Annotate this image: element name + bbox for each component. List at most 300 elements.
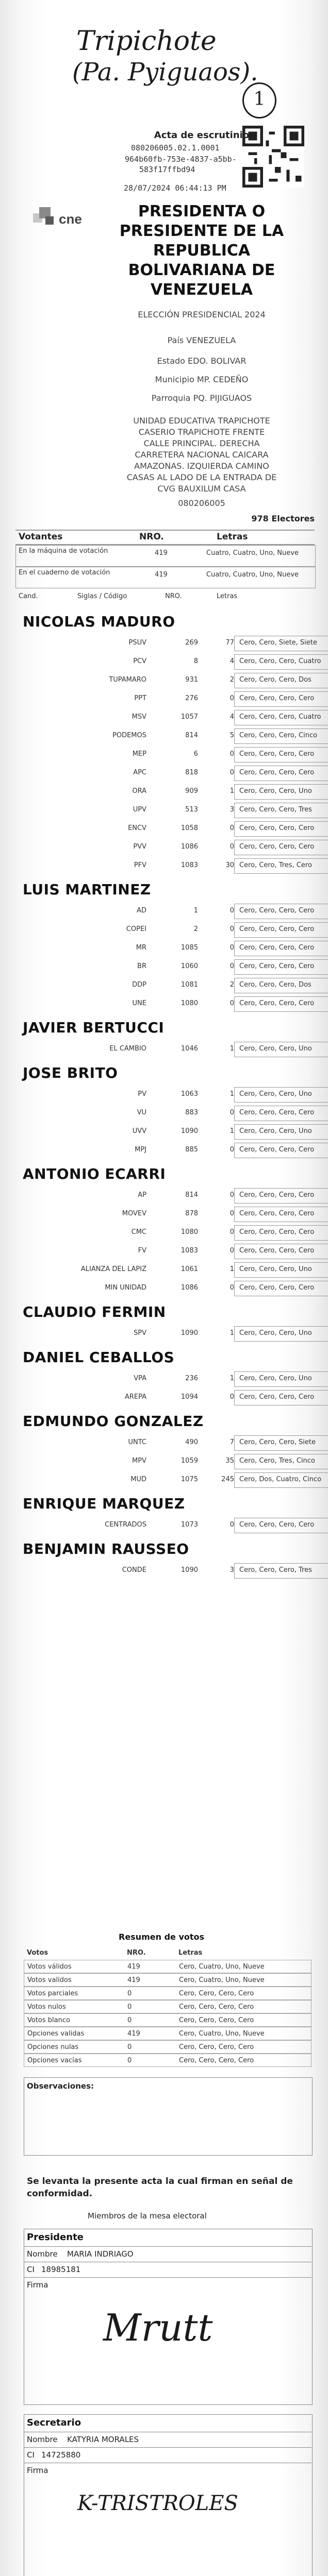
- summary-number: 419: [127, 1963, 140, 1971]
- party-code: 276: [185, 694, 198, 702]
- words-cell: [234, 1281, 328, 1296]
- words-cell: [234, 654, 328, 670]
- words-cell: [234, 1042, 328, 1057]
- party-acronym: DDP: [132, 981, 146, 989]
- words-cell: [234, 784, 328, 800]
- member-role: Secretario: [27, 2417, 81, 2428]
- party-code: 1063: [181, 1090, 198, 1098]
- party-votes-words: Cero, Cero, Cero, Uno: [239, 1375, 312, 1382]
- words-cell: [234, 1188, 328, 1204]
- member-name-label: Nombre: [27, 2249, 58, 2259]
- words-cell: [234, 636, 328, 651]
- party-code: 883: [185, 1109, 198, 1116]
- party-acronym: PCV: [133, 657, 146, 665]
- party-acronym: ALIANZA DEL LAPIZ: [80, 1265, 146, 1273]
- candidate-party-row: [23, 902, 315, 920]
- summary-row: [24, 2000, 311, 2013]
- member-rule: [24, 2277, 311, 2278]
- words-cell: [234, 1207, 328, 1222]
- votantes-header: Votantes: [19, 532, 63, 542]
- summary-row: [24, 1973, 311, 1987]
- party-votes-words: Cero, Cero, Cero, Tres: [239, 806, 312, 814]
- party-acronym: AP: [138, 1191, 146, 1199]
- party-code: 1073: [181, 1521, 198, 1529]
- words-cell: [234, 766, 328, 781]
- party-votes-words: Cero, Cero, Cero, Cero: [239, 694, 315, 702]
- party-votes-words: Cero, Cero, Cero, Uno: [239, 787, 312, 795]
- summary-header: [24, 1946, 311, 1960]
- summary-row: [24, 2013, 311, 2027]
- words-cell: [234, 728, 328, 744]
- party-votes: 0: [229, 1284, 234, 1292]
- party-code: 1080: [181, 1228, 198, 1236]
- candidate-name: JAVIER BERTUCCI: [23, 1019, 165, 1036]
- party-code: 931: [185, 676, 198, 684]
- election-title-3: REPUBLICA: [153, 242, 251, 260]
- party-votes: 0: [229, 1521, 234, 1529]
- party-acronym: PODEMOS: [112, 732, 146, 739]
- candidate-party-row: [23, 1369, 311, 1388]
- party-acronym: SPV: [134, 1329, 146, 1337]
- words-cell: [234, 858, 328, 874]
- closing-statement: Se levanta la presente acta la cual firman en señal de conformidad.: [27, 2176, 293, 2199]
- summary-number: 0: [127, 2057, 132, 2064]
- candidate-party-row: [23, 1242, 315, 1260]
- party-acronym: ORA: [132, 787, 146, 795]
- party-votes: 0: [229, 925, 234, 933]
- table-rule: [15, 530, 315, 531]
- nro-col-header: NRO.: [165, 592, 182, 600]
- party-votes-words: Cero, Cero, Cero, Dos: [239, 981, 311, 989]
- party-acronym: CMC: [131, 1228, 146, 1236]
- candidate-party-row: [23, 671, 311, 689]
- words-cell: [234, 1106, 328, 1121]
- party-votes-words: Cero, Cero, Tres, Cinco: [239, 1457, 315, 1465]
- member-ci: 14725880: [41, 2450, 81, 2460]
- party-votes: 1: [229, 1090, 234, 1098]
- party-acronym: AD: [137, 907, 146, 914]
- summary-number: 419: [127, 1976, 140, 1984]
- party-code: 1086: [181, 843, 198, 851]
- party-acronym: AREPA: [124, 1393, 146, 1401]
- party-code: 6: [193, 750, 198, 758]
- voter-row-num: 419: [155, 571, 168, 579]
- center-line-5: AMAZONAS. IZQUIERDA CAMINO: [134, 461, 269, 471]
- party-code: 818: [185, 769, 198, 776]
- center-code: 080206005: [178, 498, 225, 508]
- parroquia: Parroquia PQ. PIJIGUAOS: [151, 393, 252, 403]
- party-votes-words: Cero, Cero, Cero, Tres: [239, 1566, 312, 1574]
- org-col-header: Siglas / Código: [77, 592, 127, 600]
- words-cell: [234, 959, 328, 975]
- member-signature-label: Firma: [27, 2280, 48, 2290]
- acta-hash-2: 583f17ffbd94: [139, 165, 195, 174]
- candidate-party-row: [23, 819, 315, 838]
- party-code: 1060: [181, 962, 198, 970]
- member-ci: 18985181: [41, 2265, 81, 2274]
- party-acronym: VU: [137, 1109, 146, 1116]
- words-cell: [234, 941, 328, 956]
- party-votes: 0: [229, 694, 234, 702]
- party-acronym: MPV: [132, 1457, 146, 1465]
- party-votes: 0: [229, 750, 234, 758]
- summary-label: Votos parciales: [27, 1990, 78, 1997]
- summary-row: [24, 2027, 311, 2040]
- party-votes: 1: [229, 1265, 234, 1273]
- party-votes: 1: [229, 1375, 234, 1382]
- party-votes: 0: [229, 1247, 234, 1255]
- center-line-7: CVG BAUXILUM CASA: [157, 484, 246, 494]
- acta-code: 080206005.02.1.0001: [131, 143, 220, 152]
- candidate-party-row: [23, 1516, 315, 1534]
- party-acronym: CONDE: [122, 1566, 146, 1574]
- words-cell: [234, 1124, 328, 1140]
- party-votes: 0: [229, 944, 234, 952]
- party-votes: 3: [229, 1566, 234, 1574]
- party-votes: 7: [229, 1438, 234, 1446]
- party-votes-words: Cero, Cero, Cero, Cero: [239, 1393, 315, 1401]
- summary-words: Cero, Cuatro, Uno, Nueve: [179, 1976, 265, 1984]
- summary-number: 0: [127, 2016, 132, 2024]
- election-title-2: PRESIDENTE DE LA: [119, 222, 284, 240]
- party-votes-words: Cero, Cero, Cero, Dos: [239, 676, 311, 684]
- candidate-name: ENRIQUE MARQUEZ: [23, 1495, 185, 1512]
- candidate-name: BENJAMIN RAUSSEO: [23, 1540, 189, 1557]
- candidate-party-row: [23, 838, 315, 856]
- party-votes-words: Cero, Cero, Siete, Siete: [239, 639, 317, 647]
- center-line-4: CARRETERA NACIONAL CAICARA: [135, 450, 269, 460]
- party-votes: 0: [229, 1210, 234, 1217]
- candidate-party-row: [23, 1186, 315, 1205]
- candidate-party-row: [23, 1260, 311, 1279]
- candidate-name: EDMUNDO GONZALEZ: [23, 1413, 204, 1430]
- party-code: 878: [185, 1210, 198, 1217]
- party-acronym: PPT: [134, 694, 146, 702]
- party-votes-words: Cero, Cero, Cero, Cero: [239, 750, 315, 758]
- candidate-party-row: [23, 1452, 315, 1470]
- party-acronym: FV: [138, 1247, 146, 1255]
- words-cell: [234, 747, 328, 762]
- candidate-party-row: [23, 939, 315, 957]
- candidate-party-row: [23, 726, 318, 745]
- candidate-party-row: [23, 634, 317, 652]
- member-signature: Mrutt: [103, 2306, 213, 2349]
- summary-words: Cero, Cero, Cero, Cero: [179, 2043, 254, 2051]
- party-votes-words: Cero, Cero, Cero, Cuatro: [239, 657, 321, 665]
- party-code: 1086: [181, 1284, 198, 1292]
- summary-number: 419: [127, 2030, 140, 2038]
- party-acronym: UNE: [132, 999, 146, 1007]
- party-code: 1081: [181, 981, 198, 989]
- summary-words: Cero, Cuatro, Uno, Nueve: [179, 1963, 265, 1971]
- summary-head-letras: Letras: [178, 1949, 203, 1957]
- party-votes-words: Cero, Cero, Cero, Uno: [239, 1090, 312, 1098]
- words-cell: [234, 1454, 328, 1469]
- party-acronym: PV: [138, 1090, 146, 1098]
- candidate-party-row: [23, 708, 321, 726]
- party-votes: 3: [229, 806, 234, 814]
- candidate-party-row: [23, 652, 321, 671]
- party-votes: 4: [229, 657, 234, 665]
- voter-row-label: En la máquina de votación: [19, 547, 108, 555]
- municipio: Municipio MP. CEDEÑO: [155, 375, 249, 384]
- summary-words: Cero, Cero, Cero, Cero: [179, 1990, 254, 1997]
- party-acronym: COPEI: [126, 925, 146, 933]
- words-cell: [234, 691, 328, 707]
- party-votes: 77: [225, 639, 234, 647]
- summary-words: Cero, Cero, Cero, Cero: [179, 2003, 254, 2011]
- candidate-party-row: [23, 1324, 311, 1343]
- party-code: 885: [185, 1146, 198, 1154]
- party-code: 8: [193, 657, 198, 665]
- party-code: 1085: [181, 944, 198, 952]
- party-code: 1080: [181, 999, 198, 1007]
- party-votes-words: Cero, Cero, Cero, Cero: [239, 1228, 315, 1236]
- party-acronym: CENTRADOS: [105, 1521, 146, 1529]
- words-cell: [234, 821, 328, 837]
- party-votes: 0: [229, 1228, 234, 1236]
- party-votes: 0: [229, 1109, 234, 1116]
- party-votes: 2: [229, 981, 234, 989]
- words-cell: [234, 996, 328, 1012]
- words-cell: [234, 1435, 328, 1451]
- party-acronym: APC: [133, 769, 146, 776]
- election-title-4: BOLIVARIANA DE: [128, 261, 275, 279]
- center-line-3: CALLE PRINCIPAL. DERECHA: [143, 438, 260, 448]
- svg-text:cne: cne: [59, 211, 82, 227]
- candidate-party-row: [23, 1085, 311, 1104]
- summary-title: Resumen de votos: [119, 1932, 205, 1942]
- party-acronym: PSUV: [128, 639, 146, 647]
- candidate-party-row: [23, 1205, 315, 1223]
- party-code: 1: [193, 907, 198, 914]
- party-acronym: MIN UNIDAD: [105, 1284, 146, 1292]
- party-votes: 1: [229, 1045, 234, 1053]
- candidate-party-row: [23, 920, 315, 939]
- words-cell: [234, 1326, 328, 1342]
- words-cell: [234, 1244, 328, 1259]
- party-votes: 0: [229, 843, 234, 851]
- summary-label: Votos nulos: [27, 2003, 66, 2011]
- handwritten-parish: (Pa. Pyiguaos).: [72, 58, 258, 87]
- summary-row: [24, 1987, 311, 2000]
- words-cell: [234, 1518, 328, 1533]
- party-code: 236: [185, 1375, 198, 1382]
- center-line-2: CASERIO TRAPICHOTE FRENTE: [138, 427, 265, 437]
- cand-col-header: Cand.: [19, 592, 38, 600]
- handwritten-circled-number: 1: [242, 82, 276, 118]
- party-code: 1090: [181, 1329, 198, 1337]
- words-cell: [234, 1563, 328, 1579]
- candidate-party-row: [23, 957, 315, 976]
- summary-words: Cero, Cuatro, Uno, Nueve: [179, 2030, 265, 2038]
- party-code: 1057: [181, 713, 198, 721]
- party-acronym: MEP: [132, 750, 146, 758]
- letras-header: Letras: [217, 532, 248, 542]
- acta-datetime: 28/07/2024 06:44:13 PM: [124, 183, 226, 193]
- candidate-party-row: [23, 1279, 315, 1297]
- party-code: 814: [185, 1191, 198, 1199]
- party-code: 513: [185, 806, 198, 814]
- voter-row-label: En el cuaderno de votación: [19, 569, 110, 577]
- party-acronym: MSV: [132, 713, 146, 721]
- party-votes-words: Cero, Dos, Cuatro, Cinco: [239, 1476, 322, 1483]
- party-votes-words: Cero, Cero, Cero, Cero: [239, 944, 315, 952]
- voter-row-num: 419: [155, 549, 168, 557]
- party-votes: 1: [229, 787, 234, 795]
- election-title-1: PRESIDENTA O: [138, 202, 266, 221]
- party-votes: 0: [229, 824, 234, 832]
- candidate-party-row: [23, 1388, 315, 1406]
- member-ci-label: CI: [27, 2450, 35, 2460]
- candidate-name: ANTONIO ECARRI: [23, 1165, 166, 1182]
- election-title-5: VENEZUELA: [150, 281, 253, 299]
- candidate-party-row: [23, 1141, 315, 1159]
- words-cell: [234, 922, 328, 938]
- party-votes: 4: [229, 713, 234, 721]
- words-cell: [234, 1262, 328, 1278]
- summary-number: 0: [127, 1990, 132, 1997]
- cne-logo: [30, 202, 91, 235]
- words-cell: [234, 803, 328, 818]
- member-role: Presidente: [27, 2232, 84, 2243]
- member-name: KATYRIA MORALES: [67, 2435, 139, 2444]
- summary-head-nro: NRO.: [127, 1949, 146, 1957]
- center-line-6: CASAS AL LADO DE LA ENTRADA DE: [126, 472, 277, 482]
- party-votes: 5: [229, 732, 234, 739]
- member-rule: [24, 2447, 311, 2448]
- candidate-name: CLAUDIO FERMIN: [23, 1303, 166, 1320]
- party-acronym: PFV: [134, 861, 146, 869]
- candidate-name: LUIS MARTINEZ: [23, 881, 151, 898]
- party-votes-words: Cero, Cero, Cero, Cero: [239, 1109, 315, 1116]
- member-signature: K-TRISTROLES: [77, 2492, 238, 2515]
- candidate-party-row: [23, 994, 315, 1013]
- estado: Estado EDO. BOLIVAR: [157, 356, 247, 366]
- candidate-party-row: [23, 745, 315, 764]
- summary-row: [24, 2040, 311, 2054]
- party-code: 909: [185, 787, 198, 795]
- candidate-party-row: [23, 1433, 316, 1452]
- party-code: 1083: [181, 861, 198, 869]
- candidate-name: NICOLAS MADURO: [23, 613, 175, 630]
- party-acronym: MPJ: [135, 1146, 146, 1154]
- words-cell: [234, 1472, 328, 1488]
- words-cell: [234, 1390, 328, 1405]
- summary-label: Opciones validas: [27, 2030, 85, 2038]
- party-votes-words: Cero, Cero, Cero, Uno: [239, 1127, 312, 1135]
- election-name: ELECCIÓN PRESIDENCIAL 2024: [138, 310, 266, 319]
- words-cell: [234, 1225, 328, 1241]
- party-code: 814: [185, 732, 198, 739]
- candidate-party-row: [23, 856, 311, 875]
- summary-words: Cero, Cero, Cero, Cero: [179, 2057, 254, 2064]
- member-name: MARIA INDRIAGO: [67, 2249, 134, 2259]
- party-votes-words: Cero, Cero, Cero, Cero: [239, 1191, 315, 1199]
- party-acronym: TUPAMARO: [109, 676, 146, 684]
- acta-title: Acta de escrutinio: [154, 130, 250, 141]
- summary-label: Votos validos: [27, 1976, 72, 1984]
- party-acronym: MR: [136, 944, 146, 952]
- candidate-party-row: [23, 1470, 322, 1489]
- party-votes-words: Cero, Cero, Cero, Siete: [239, 1438, 316, 1446]
- observations-label: Observaciones:: [27, 2081, 94, 2091]
- party-votes-words: Cero, Cero, Cero, Cero: [239, 1210, 315, 1217]
- members-title: Miembros de la mesa electoral: [88, 2211, 207, 2221]
- candidate-party-row: [23, 1040, 311, 1058]
- acta-hash-1: 964b60fb-753e-4837-a5bb-: [125, 155, 237, 164]
- party-votes-words: Cero, Cero, Cero, Cero: [239, 1146, 315, 1154]
- party-code: 1090: [181, 1566, 198, 1574]
- party-votes: 0: [229, 999, 234, 1007]
- electores-count: 978 Electores: [251, 514, 315, 523]
- party-acronym: UPV: [133, 806, 146, 814]
- party-acronym: BR: [137, 962, 146, 970]
- party-votes-words: Cero, Cero, Cero, Cero: [239, 1247, 315, 1255]
- party-votes: 0: [229, 907, 234, 914]
- handwritten-location: Tripichote: [76, 26, 217, 57]
- candidate-party-row: [23, 1561, 311, 1580]
- candidate-party-row: [23, 801, 311, 819]
- summary-row: [24, 1960, 311, 1973]
- party-votes-words: Cero, Cero, Cero, Cero: [239, 925, 315, 933]
- party-acronym: MOVEV: [122, 1210, 146, 1217]
- words-cell: [234, 840, 328, 855]
- summary-label: Opciones vacías: [27, 2057, 82, 2064]
- party-code: 490: [185, 1438, 198, 1446]
- party-votes-words: Cero, Cero, Cero, Cuatro: [239, 713, 321, 721]
- party-votes-words: Cero, Cero, Cero, Cero: [239, 1284, 315, 1292]
- words-cell: [234, 1371, 328, 1387]
- party-votes-words: Cero, Cero, Cero, Cero: [239, 962, 315, 970]
- party-votes-words: Cero, Cero, Cero, Uno: [239, 1265, 312, 1273]
- party-acronym: MUD: [130, 1476, 146, 1483]
- words-cell: [234, 1087, 328, 1103]
- member-rule: [24, 2246, 311, 2247]
- party-votes: 0: [229, 1393, 234, 1401]
- summary-number: 0: [127, 2003, 132, 2011]
- candidate-party-row: [23, 689, 315, 708]
- party-acronym: VPA: [134, 1375, 146, 1382]
- party-votes-words: Cero, Cero, Cero, Cero: [239, 824, 315, 832]
- voter-row-words: Cuatro, Cuatro, Uno, Nueve: [206, 549, 299, 557]
- summary-number: 0: [127, 2043, 132, 2051]
- party-code: 1090: [181, 1127, 198, 1135]
- party-votes-words: Cero, Cero, Cero, Uno: [239, 1045, 312, 1053]
- candidate-name: JOSE BRITO: [23, 1064, 118, 1081]
- party-acronym: PVV: [133, 843, 146, 851]
- party-votes-words: Cero, Cero, Cero, Cero: [239, 1521, 315, 1529]
- center-line-1: UNIDAD EDUCATIVA TRAPICHOTE: [133, 416, 270, 426]
- words-cell: [234, 904, 328, 919]
- nro-header: NRO.: [139, 532, 164, 542]
- words-cell: [234, 710, 328, 725]
- words-cell: [234, 978, 328, 993]
- candidate-party-row: [23, 976, 311, 994]
- candidate-party-row: [23, 1122, 311, 1141]
- party-votes: 2: [229, 676, 234, 684]
- party-votes: 245: [221, 1476, 234, 1483]
- member-ci-label: CI: [27, 2265, 35, 2274]
- candidate-party-row: [23, 1223, 315, 1242]
- party-votes-words: Cero, Cero, Cero, Cero: [239, 843, 315, 851]
- party-code: 1058: [181, 824, 198, 832]
- party-code: 1059: [181, 1457, 198, 1465]
- party-code: 269: [185, 639, 198, 647]
- party-votes-words: Cero, Cero, Cero, Cero: [239, 907, 315, 914]
- party-code: 1094: [181, 1393, 198, 1401]
- letras-col-header: Letras: [217, 592, 238, 600]
